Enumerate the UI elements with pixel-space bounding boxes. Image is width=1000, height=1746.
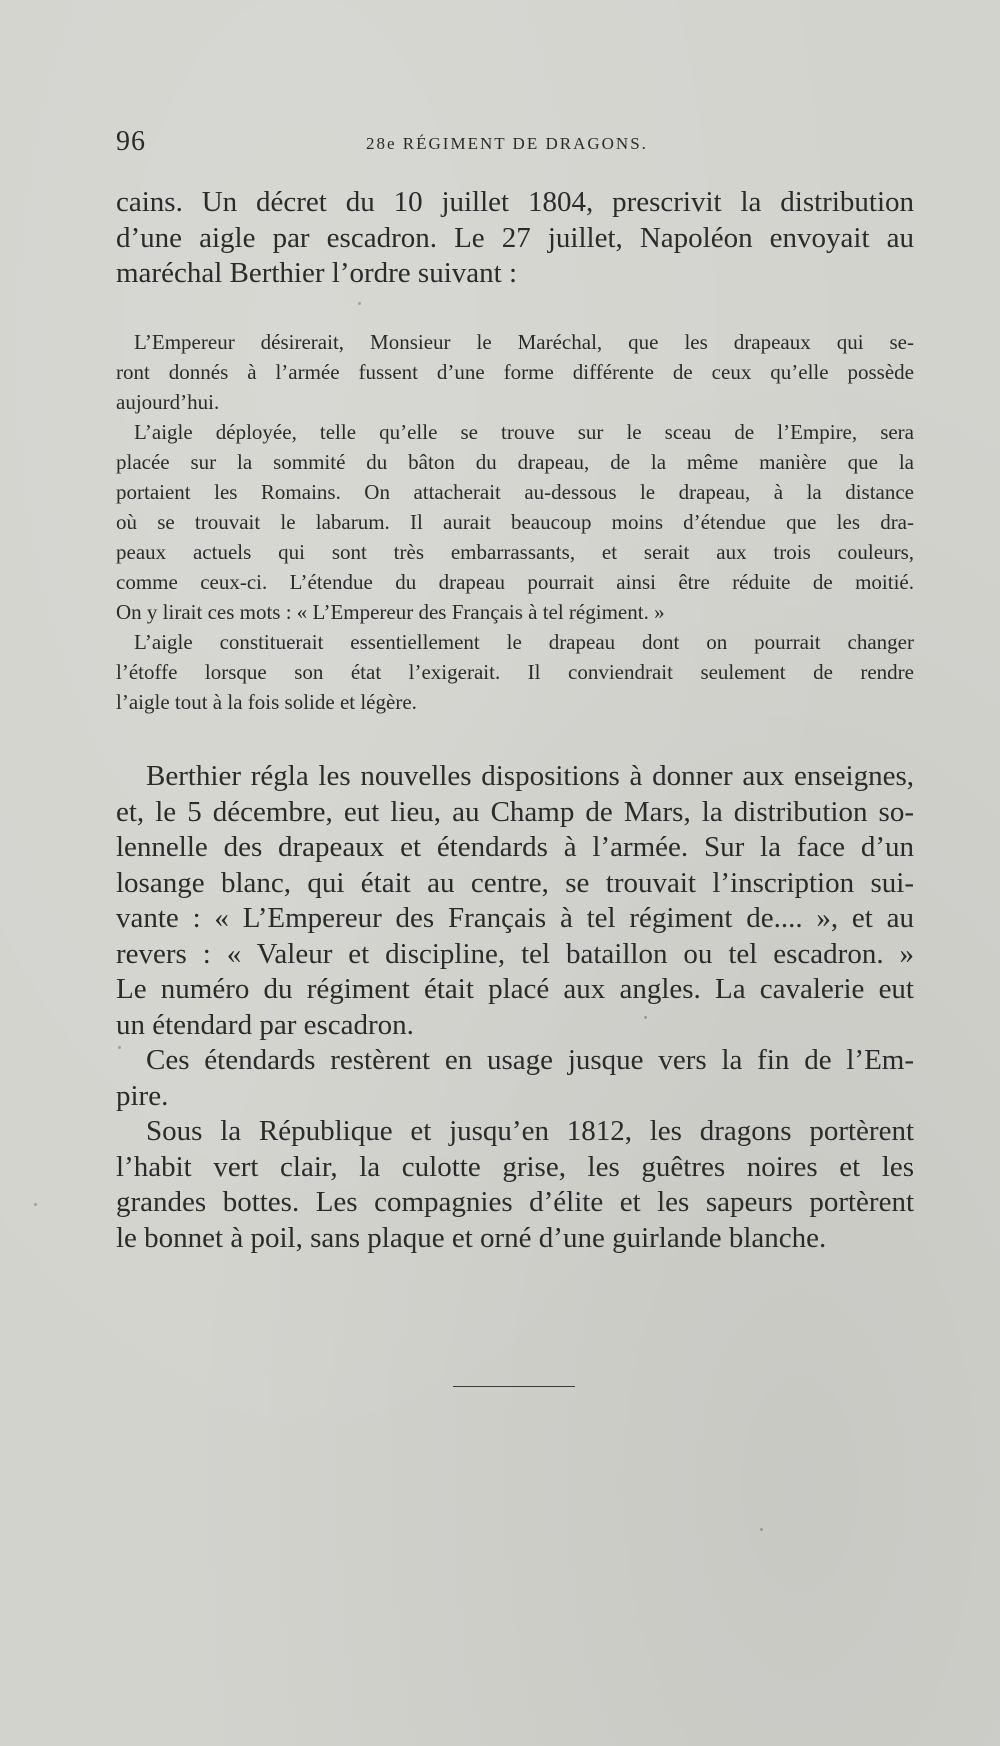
quote-paragraph <box>116 417 914 627</box>
text-line: vante : « L’Empereur des Français à tel régiment de.... », et au <box>116 902 914 934</box>
paragraph <box>116 759 914 1043</box>
text-line: maréchal Berthier l’ordre suivant : <box>116 257 518 289</box>
text-line: Le numéro du régiment était placé aux angles. La cavalerie eut <box>116 973 914 1005</box>
text-line: placée sur la sommité du bâton du drapeau, de la même manière que la <box>116 450 914 474</box>
text-line: aujourd’hui. <box>116 390 220 414</box>
text-line: l’aigle tout à la fois solide et légère. <box>116 690 417 714</box>
text-line: où se trouvait le labarum. Il aurait beaucoup moins d’étendue que les dra- <box>116 510 914 534</box>
text-line: Ces étendards restèrent en usage jusque vers la fin de l’Em- <box>146 1044 914 1076</box>
paper-speck <box>760 1528 763 1531</box>
quote-paragraph <box>116 327 914 417</box>
quote-paragraph <box>116 627 914 717</box>
main-text <box>116 759 914 1256</box>
text-line: grandes bottes. Les compagnies d’élite et les sapeurs portèrent <box>116 1186 914 1218</box>
page-header <box>116 126 916 162</box>
paper-speck <box>34 1203 37 1206</box>
text-line: On y lirait ces mots : « L’Empereur des Français à tel régiment. » <box>116 600 665 624</box>
text-line: ront donnés à l’armée fussent d’une forme différente de ceux qu’elle possède <box>116 360 914 384</box>
text-line: l’étoffe lorsque son état l’exigerait. Il conviendrait seulement de rendre <box>116 660 914 684</box>
paper-speck <box>644 1016 647 1019</box>
running-title: 28e RÉGIMENT DE DRAGONS. <box>366 134 648 153</box>
text-line: cains. Un décret du 10 juillet 1804, prescrivit la distribution <box>116 186 914 218</box>
text-line: losange blanc, qui était au centre, se trouvait l’inscription sui- <box>116 866 914 899</box>
text-line: pire. <box>116 1079 169 1112</box>
text-line: Sous la République et jusqu’en 1812, les dragons portèrent <box>146 1115 914 1147</box>
text-line: l’habit vert clair, la culotte grise, les guêtres noires et les <box>116 1150 914 1183</box>
text-line: un étendard par escadron. <box>116 1008 414 1041</box>
paragraph <box>116 1043 914 1114</box>
text-line: peaux actuels qui sont très embarrassants, et serait aux trois couleurs, <box>116 540 914 564</box>
text-line: d’une aigle par escadron. Le 27 juillet, Napoléon envoyait au <box>116 221 914 254</box>
text-line: et, le 5 décembre, eut lieu, au Champ de Mars, la distribution so- <box>116 795 914 828</box>
text-line: le bonnet à poil, sans plaque et orné d’une guirlande blanche. <box>116 1221 827 1254</box>
text-line: L’aigle constituerait essentiellement le drapeau dont on pourrait changer <box>134 630 914 654</box>
text-line: revers : « Valeur et discipline, tel bataillon ou tel escadron. » <box>116 937 914 970</box>
paragraph <box>116 1114 914 1256</box>
paper-speck <box>358 302 361 305</box>
end-rule <box>453 1386 575 1387</box>
text-line: comme ceux-ci. L’étendue du drapeau pourrait ainsi être réduite de moitié. <box>116 570 914 594</box>
quoted-order <box>116 327 914 717</box>
text-line: L’Empereur désirerait, Monsieur le Maréchal, que les drapeaux qui se- <box>134 330 914 354</box>
text-line: L’aigle déployée, telle qu’elle se trouve sur le sceau de l’Empire, sera <box>134 420 914 444</box>
page-number: 96 <box>116 126 146 157</box>
paper-speck <box>118 1046 121 1049</box>
intro-paragraph <box>116 185 914 292</box>
text-line: lennelle des drapeaux et étendards à l’armée. Sur la face d’un <box>116 831 914 863</box>
text-line: portaient les Romains. On attacherait au-dessous le drapeau, à la distance <box>116 480 914 504</box>
text-line: Berthier régla les nouvelles dispositions à donner aux enseignes, <box>146 760 914 792</box>
